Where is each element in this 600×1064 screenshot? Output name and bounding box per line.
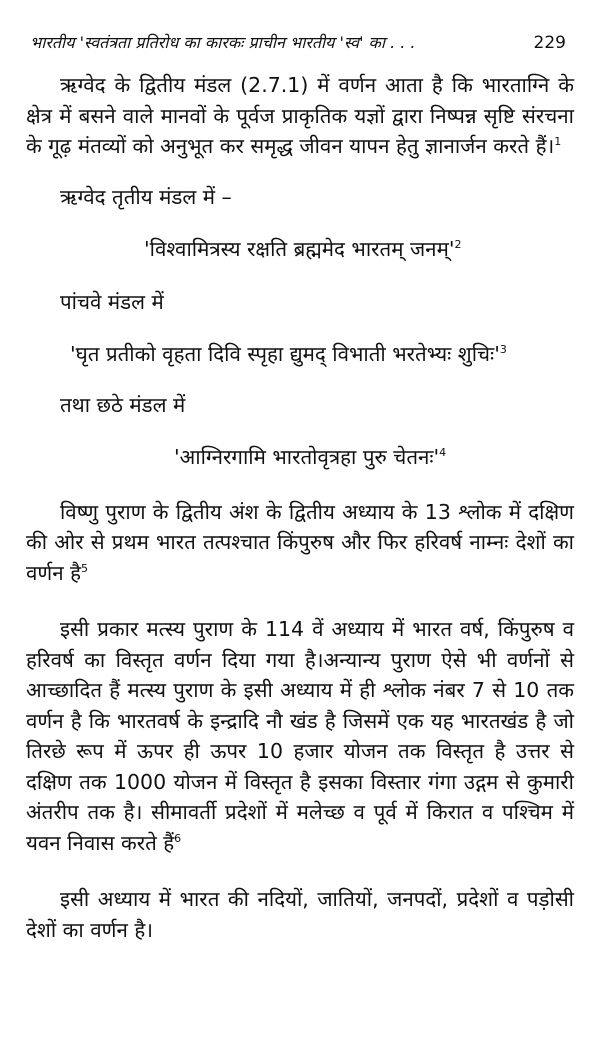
paragraph-vishnu-purana [26, 497, 574, 589]
verse-text: 'आग्निरगामि भारतोवृत्रहा पुरु चेतनः' [174, 445, 440, 469]
paragraph-text: ऋग्वेद के द्वितीय मंडल (2.7.1) में वर्णन आता है कि भारताग्नि के क्षेत्र में बसने वाले मानवों के पूर्वज प्राकृतिक यज्ञों द्वारा निष्पन्न सृष्टि संरचना के गूढ़ मंतव्यों को अनुभूत कर समृद्ध जीवन यापन हेतु ज्ञानार्जन करते हैं। [26, 73, 574, 158]
footnote-marker: 2 [454, 238, 462, 252]
page-number: 229 [533, 33, 566, 53]
paragraph-sixth-mandal-intro [26, 390, 574, 421]
running-header [26, 30, 574, 56]
paragraph-text: इसी प्रकार मत्स्य पुराण के 114 वें अध्याय में भारत वर्ष, किंपुरुष व हरिवर्ष का विस्तृत वर्णन दिया गया है।अन्यान्य पुराण ऐसे भी वर्णनों से आच्छादित हैं मत्स्य पुराण के इसी अध्याय में ही श्लोक नंबर 7 से 10 तक वर्णन है कि भारतवर्ष के इन्द्रादि नौ खंड है जिसमें एक यह भारतखंड है जो तिरछे रूप में ऊपर ही ऊपर 10 हजार योजन तक विस्तृत है उत्तर से दक्षिण तक 1000 योजन में विस्तृत है इसका विस्तार गंगा उद्गम से कुमारी अंतरीप तक है। सीमावर्ती प्रदेशों में मलेच्छ व पूर्व में किरात व पश्चिम में यवन निवास करते हैं [26, 617, 574, 855]
paragraph-matsya-purana [26, 614, 574, 858]
paragraph-text: विष्णु पुराण के द्वितीय अंश के द्वितीय अध्याय के 13 श्लोक में दक्षिण की ओर से प्रथम भारत तत्पश्चात किंपुरुष और फिर हरिवर्ष नाम्नः देशों का वर्णन है [26, 499, 574, 585]
footnote-marker: 5 [81, 561, 88, 575]
footnote-marker: 6 [174, 831, 182, 845]
paragraph-text: ऋग्वेद तृतीय मंडल में – [60, 184, 232, 209]
paragraph-text: इसी अध्याय में भारत की नदियों, जातियों, जनपदों, प्रदेशों व पड़ोसी देशों का वर्णन है। [26, 887, 574, 942]
running-title: भारतीय 'स्वतंत्रता प्रतिरोध का कारकः प्राचीन भारतीय 'स्व' का . . . [30, 33, 416, 52]
paragraph-rivers-and-peoples [26, 884, 574, 945]
verse-text: 'घृत प्रतीको वृहता दिवि स्पृहा द्युमद् विभाती भरतेभ्यः शुचिः' [70, 342, 500, 366]
paragraph-fifth-mandal-intro [26, 287, 574, 318]
paragraph-text: तथा छठे मंडल में [60, 392, 186, 417]
paragraph-third-mandal-intro [26, 182, 574, 213]
verse-quote-2 [26, 339, 574, 370]
footnote-marker: 1 [554, 135, 562, 149]
paragraph-text: पांचवे मंडल में [60, 289, 164, 314]
footnote-marker: 4 [439, 446, 447, 460]
verse-quote-1 [26, 234, 574, 265]
footnote-marker: 3 [499, 343, 507, 357]
verse-text: 'विश्वामित्रस्य रक्षति ब्रह्ममेद भारतम् जनम्' [144, 237, 455, 261]
paragraph-rigveda-second-mandal [26, 70, 574, 162]
verse-quote-3 [26, 442, 574, 473]
